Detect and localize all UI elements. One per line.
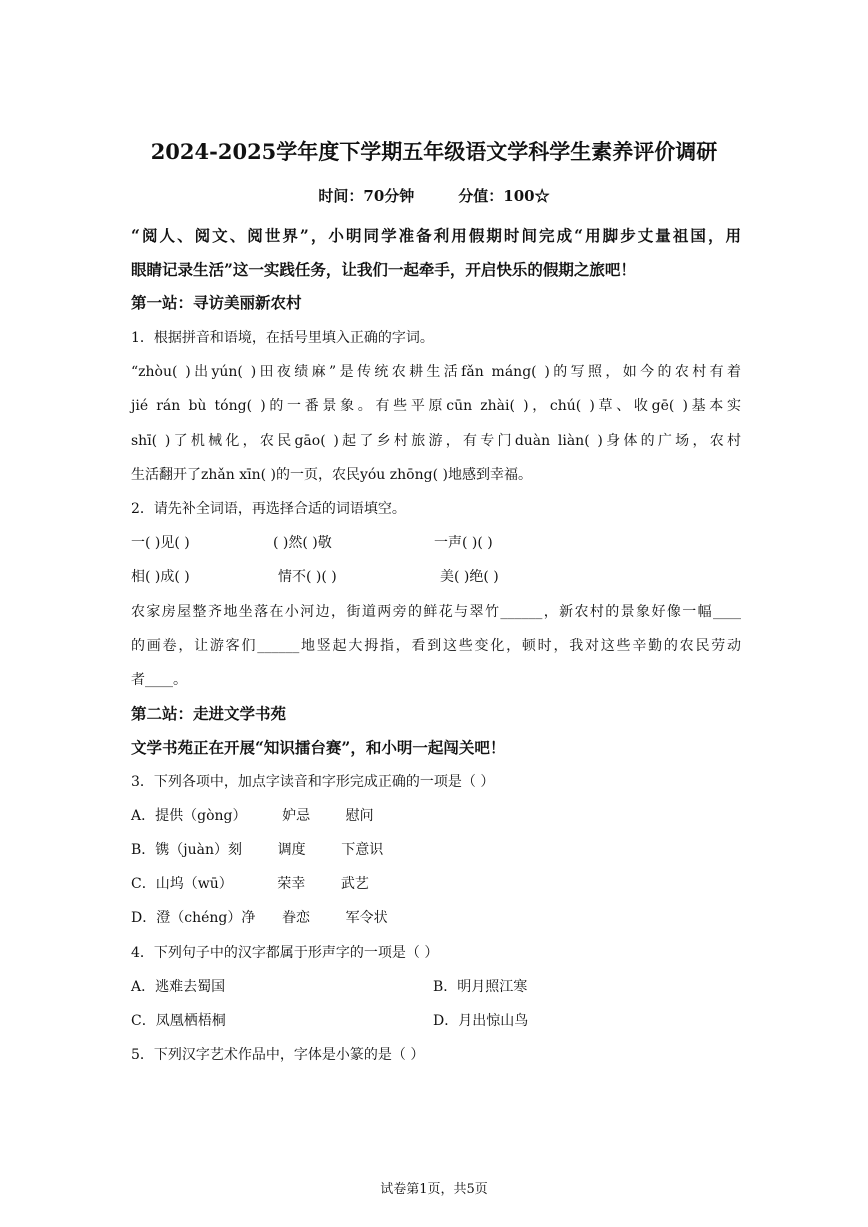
q3-prompt: 3．下列各项中，加点字读音和字形完成正确的一项是（ ）: [131, 774, 495, 790]
q4-option-d: D．月出惊山鸟: [433, 1013, 529, 1029]
q2-word-6: 美( )绝( ): [440, 569, 499, 585]
exam-title: 2024-2025学年度下学期五年级语文学科学生素养评价调研: [150, 139, 718, 164]
q3-option-b: B．镌（juàn）刻 调度 下意识: [131, 842, 384, 858]
intro-line-2: 眼睛记录生活”这一实践任务，让我们一起牵手，开启快乐的假期之旅吧！: [131, 260, 636, 279]
q2-word-4: 相( )成( ): [131, 569, 190, 585]
station-2-heading: 第二站：走进文学书苑: [131, 704, 287, 723]
q2-line-1: 农家房屋整齐地坐落在小河边，街道两旁的鲜花与翠竹______，新农村的景象好像一幅____: [131, 604, 741, 620]
q2-word-5: 情不( )( ): [278, 569, 337, 585]
q2-prompt: 2．请先补全词语，再选择合适的词语填空。: [131, 501, 406, 517]
q4-option-c: C．凤凰栖梧桐: [131, 1013, 226, 1029]
page-footer: 试卷第1页，共5页: [380, 1182, 488, 1197]
q1-line-2: jié rán bù tóng( )的一番景象。有些平原cūn zhài( )，chú( )草、收gē( )基本实: [131, 398, 741, 414]
q4-option-b: B．明月照江寒: [433, 979, 528, 995]
q1-prompt: 1．根据拼音和语境，在括号里填入正确的字词。: [131, 330, 434, 346]
total-score: 分值：100☆: [458, 187, 550, 205]
exam-meta: [0, 185, 868, 206]
q2-word-2: ( )然( )敬: [273, 535, 332, 551]
q4-option-a: A．逃难去蜀国: [131, 979, 226, 995]
station-2-subheading: 文学书苑正在开展“知识擂台赛”，和小明一起闯关吧！: [131, 738, 506, 757]
q3-option-d: D．澄（chéng）净 眷恋 军令状: [131, 910, 388, 926]
q2-word-1: 一( )见( ): [131, 535, 190, 551]
q1-line-4: 生活翻开了zhǎn xīn( )的一页，农民yóu zhōng( )地感到幸福。: [131, 467, 532, 483]
q2-line-3: 者____。: [131, 672, 187, 688]
intro-line-1: “阅人、阅文、阅世界”，小明同学准备利用假期时间完成“用脚步丈量祖国，用: [131, 226, 741, 245]
time-limit: 时间：70分钟: [318, 187, 415, 205]
q5-prompt: 5．下列汉字艺术作品中，字体是小篆的是（ ）: [131, 1047, 425, 1063]
q1-line-1: “zhòu( )出yún( )田夜绩麻”是传统农耕生活fǎn máng( )的写照，如今的农村有着: [131, 364, 741, 380]
q4-prompt: 4．下列句子中的汉字都属于形声字的一项是（ ）: [131, 945, 439, 961]
q1-line-3: shī( )了机械化，农民gāo( )起了乡村旅游，有专门duàn liàn( )身体的广场，农村: [131, 433, 741, 449]
q2-line-2: 的画卷，让游客们______地竖起大拇指，看到这些变化，顿时，我对这些辛勤的农民劳动: [131, 638, 741, 654]
q2-word-3: 一声( )( ): [434, 535, 493, 551]
station-1-heading: 第一站：寻访美丽新农村: [131, 293, 302, 312]
q3-option-a: A．提供（gòng） 妒忌 慰问: [131, 808, 374, 824]
q3-option-c: C．山坞（wū） 荣幸 武艺: [131, 876, 369, 892]
